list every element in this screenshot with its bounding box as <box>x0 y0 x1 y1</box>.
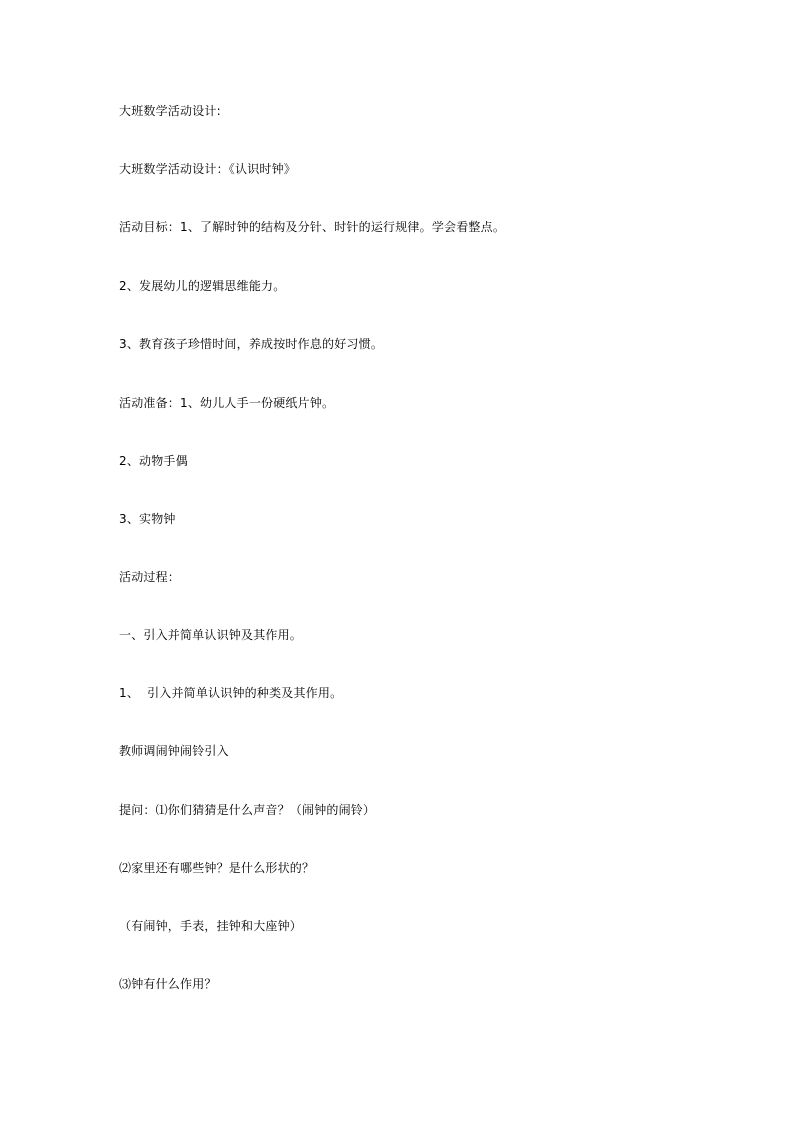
process-heading: 活动过程： <box>119 570 181 584</box>
prep-line-3: 3、实物钟 <box>119 512 176 526</box>
answer-line: （有闹钟，手表，挂钟和大座钟） <box>119 919 303 933</box>
teacher-intro-line: 教师调闹钟闹铃引入 <box>119 744 229 758</box>
doc-title-line: 大班数学活动设计: <box>119 104 221 118</box>
goal-line-3: 3、教育孩子珍惜时间，养成按时作息的好习惯。 <box>119 337 384 351</box>
question-line-1: 提问：⑴你们猜猜是什么声音？（闹钟的闹铃） <box>119 803 376 817</box>
process-substep-1: 1、 引入并简单认识钟的种类及其作用。 <box>119 686 343 700</box>
goal-line-1: 活动目标：1、了解时钟的结构及分针、时针的运行规律。学会看整点。 <box>119 220 506 234</box>
prep-line-1: 活动准备：1、幼儿人手一份硬纸片钟。 <box>119 396 335 410</box>
goal-line-2: 2、发展幼儿的逻辑思维能力。 <box>119 279 286 293</box>
process-step-1: 一、引入并简单认识钟及其作用。 <box>119 628 303 642</box>
question-line-3: ⑶钟有什么作用？ <box>119 977 217 991</box>
prep-line-2: 2、动物手偶 <box>119 454 188 468</box>
doc-subtitle-line: 大班数学活动设计：《认识时钟》 <box>119 162 297 176</box>
question-line-2: ⑵家里还有哪些钟？是什么形状的？ <box>119 861 315 875</box>
